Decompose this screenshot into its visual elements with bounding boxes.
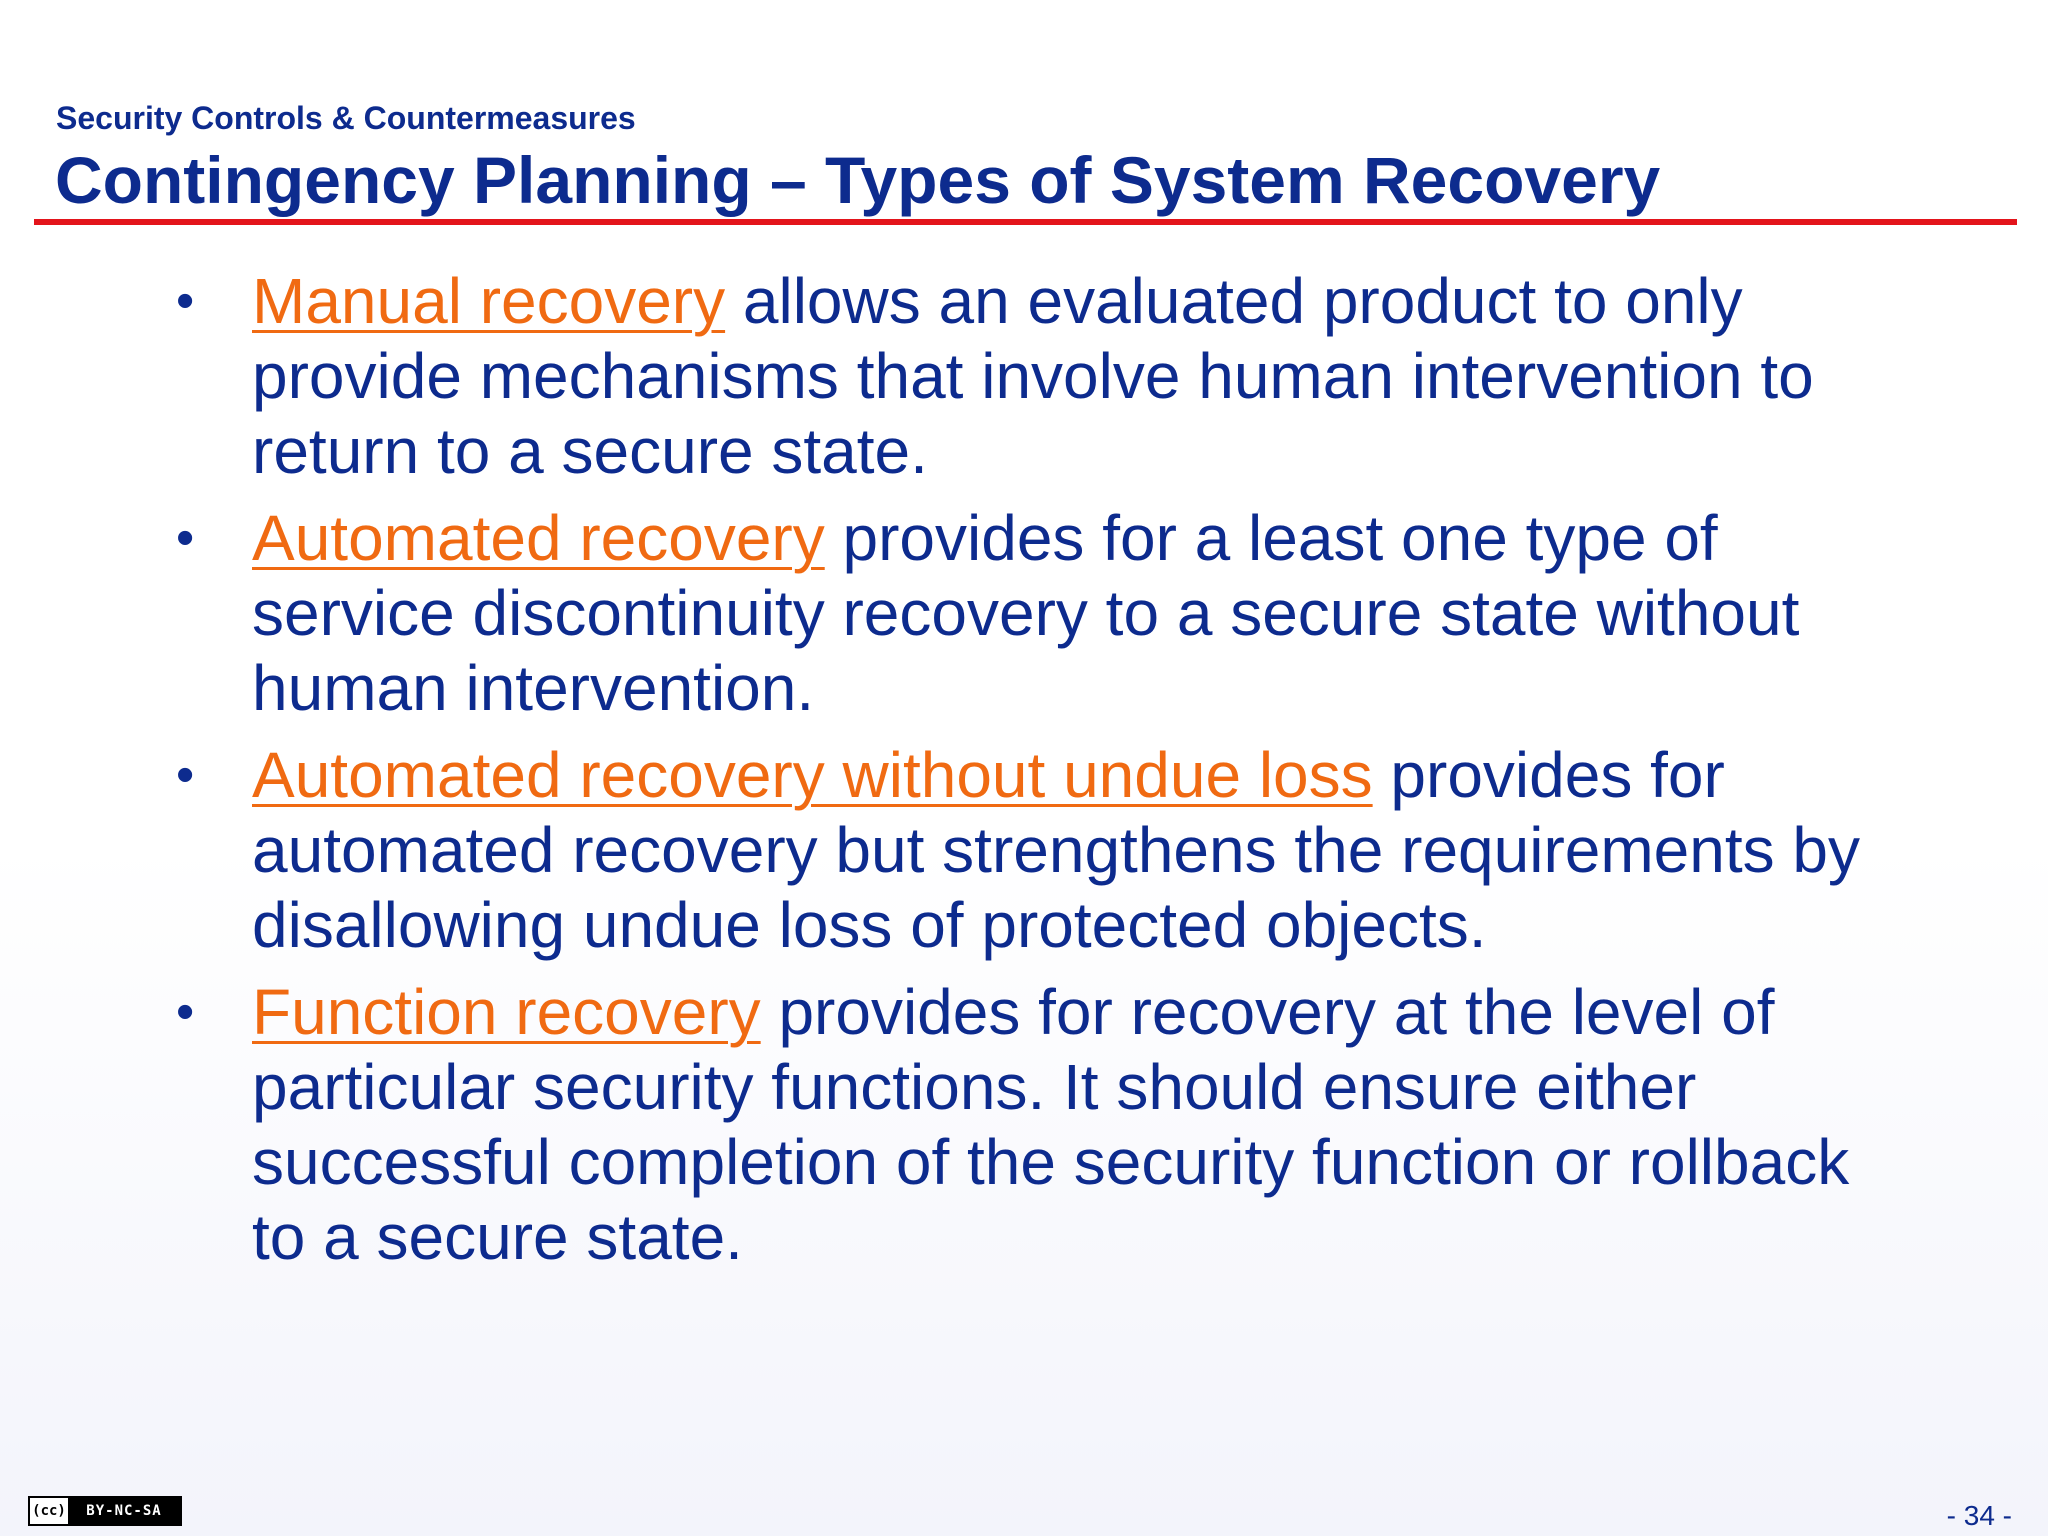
section-subtitle: Security Controls & Countermeasures [56, 100, 636, 136]
term-link[interactable]: Automated recovery without undue loss [252, 739, 1373, 811]
term-link[interactable]: Automated recovery [252, 502, 825, 574]
title-divider [34, 219, 2017, 225]
bullet-item-manual-recovery [0, 264, 1892, 489]
bullet-text: allows an evaluated product to only provide mechanisms that involve human intervention to return to a secure state. [252, 265, 1814, 487]
term-link[interactable]: Function recovery [252, 976, 761, 1048]
creative-commons-license-badge[interactable] [28, 1496, 182, 1526]
bullet-list [0, 264, 2048, 1287]
page-number: - 34 - [1946, 1500, 2012, 1531]
bullet-text: provides for a least one type of service discontinuity recovery to a secure state without human intervention. [252, 502, 1800, 724]
bullet-text: provides for automated recovery but strengthens the requirements by disallowing undue loss of protected objects. [252, 739, 1860, 961]
license-text: BY-NC-SA [86, 1503, 162, 1519]
bullet-icon: • [176, 272, 195, 330]
bullet-icon: • [176, 509, 195, 567]
bullet-item-function-recovery [0, 975, 1892, 1275]
term-link[interactable]: Manual recovery [252, 265, 726, 337]
bullet-icon: • [176, 746, 195, 804]
bullet-text: provides for recovery at the level of particular security functions. It should ensure either successful completion of the security function or rollback to a secure state. [252, 976, 1850, 1273]
bullet-item-automated-recovery [0, 501, 1892, 726]
cc-logo-icon: (cc) [30, 1498, 68, 1524]
slide-title: Contingency Planning – Types of System Recovery [55, 143, 1661, 217]
bullet-item-automated-recovery-without-undue-loss [0, 738, 1892, 963]
bullet-icon: • [176, 983, 195, 1041]
